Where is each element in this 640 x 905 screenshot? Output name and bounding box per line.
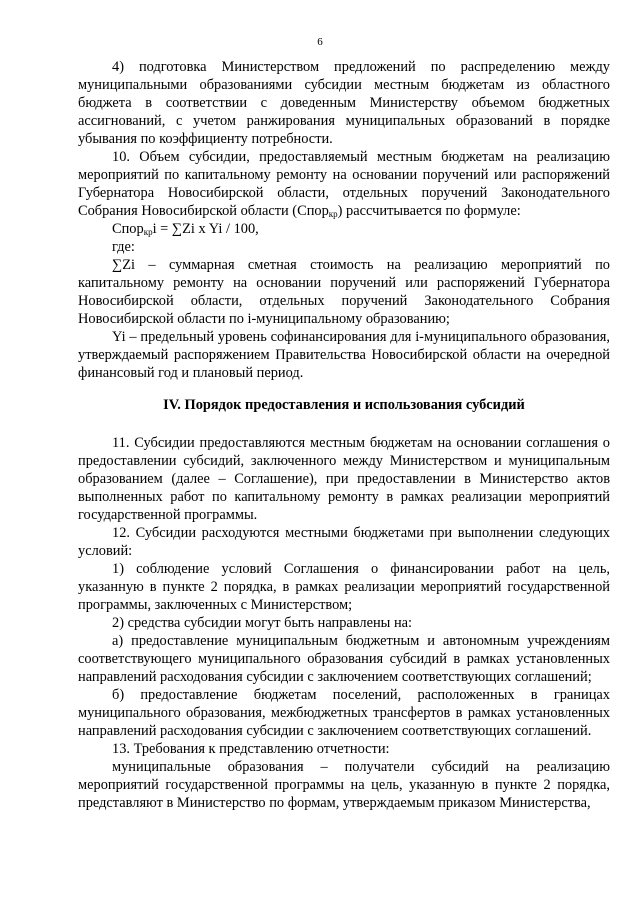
paragraph-11: 11. Субсидии предоставляются местным бюджетам на основании соглашения о предоставлении субсидий, заключенного между Министерством и муниципальным образованием (далее – Соглашение), при предоставлении в Министерство актов выполненных работ по капитальному ремонту в рамках реализации мероприятий государственной программы. [78, 435, 610, 523]
paragraph-10 [78, 148, 610, 220]
paragraph-13-item-1: муниципальные образования – получатели субсидий на реализацию мероприятий государственной программы на цель, указанную в пункте 2 порядка, представляют в Министерство по формам, утверждаемым приказом Министерства, [78, 759, 610, 811]
document-body [78, 58, 610, 812]
paragraph-12-item-2a: а) предоставление муниципальным бюджетным и автономным учреждениям соответствующего муниципального образования субсидий в рамках установленных направлений расходования субсидии с заключением соответствующих соглашений; [78, 633, 610, 685]
paragraph-10-text: 10. Объем субсидии, предоставляемый местным бюджетам на реализацию мероприятий по капитальному ремонту на основании поручений или распоряжений Губернатора Новосибирской области, отдельных поручений Законодательного Собрания Новосибирской области (Спор [78, 149, 610, 219]
formula-lhs: Спор [112, 221, 144, 237]
paragraph-10-text-end: ) рассчитывается по формуле: [337, 203, 521, 219]
formula-rhs: i = ∑Zi x Yi / 100, [152, 221, 259, 237]
paragraph-item-4: 4) подготовка Министерством предложений по распределению между муниципальными образованиями субсидии местным бюджетам из областного бюджета в соответствии с доведенным Министерству объемом бюджетных ассигнований, с учетом ранжирования муниципальных образований в порядке убывания по коэффициенту потребности. [78, 59, 610, 147]
paragraph-12-item-1: 1) соблюдение условий Соглашения о финансировании работ на цель, указанную в пункте 2 порядка, в рамках реализации мероприятий государственной программы, заключенных с Министерством; [78, 561, 610, 613]
subscript-kr: кр [328, 209, 338, 219]
formula [78, 220, 610, 238]
page-number: 6 [317, 36, 323, 48]
paragraph-13: 13. Требования к представлению отчетности: [112, 741, 390, 757]
paragraph-12-item-2b: б) предоставление бюджетам поселений, расположенных в границах муниципального образования, межбюджетных трансфертов в рамках установленных направлений расходования субсидии с заключением соответствующих соглашений. [78, 687, 610, 739]
section-heading: IV. Порядок предоставления и использования субсидий [163, 397, 525, 413]
formula-subscript: кр [143, 227, 153, 237]
paragraph-12: 12. Субсидии расходуются местными бюджетами при выполнении следующих условий: [78, 525, 610, 559]
definition-zi: ∑Zi – суммарная сметная стоимость на реализацию мероприятий по капитальному ремонту на основании поручений или распоряжений Губернатора Новосибирской области, отдельных поручений Законодательного Собрания Новосибирской области по i-муниципальному образованию; [78, 257, 610, 327]
paragraph-12-item-2: 2) средства субсидии могут быть направлены на: [112, 615, 413, 631]
definition-yi: Yi – предельный уровень софинансирования для i-муниципального образования, утверждаемый распоряжением Правительства Новосибирской области на очередной финансовый год и плановый период. [78, 329, 610, 381]
where-label: где: [112, 239, 135, 255]
